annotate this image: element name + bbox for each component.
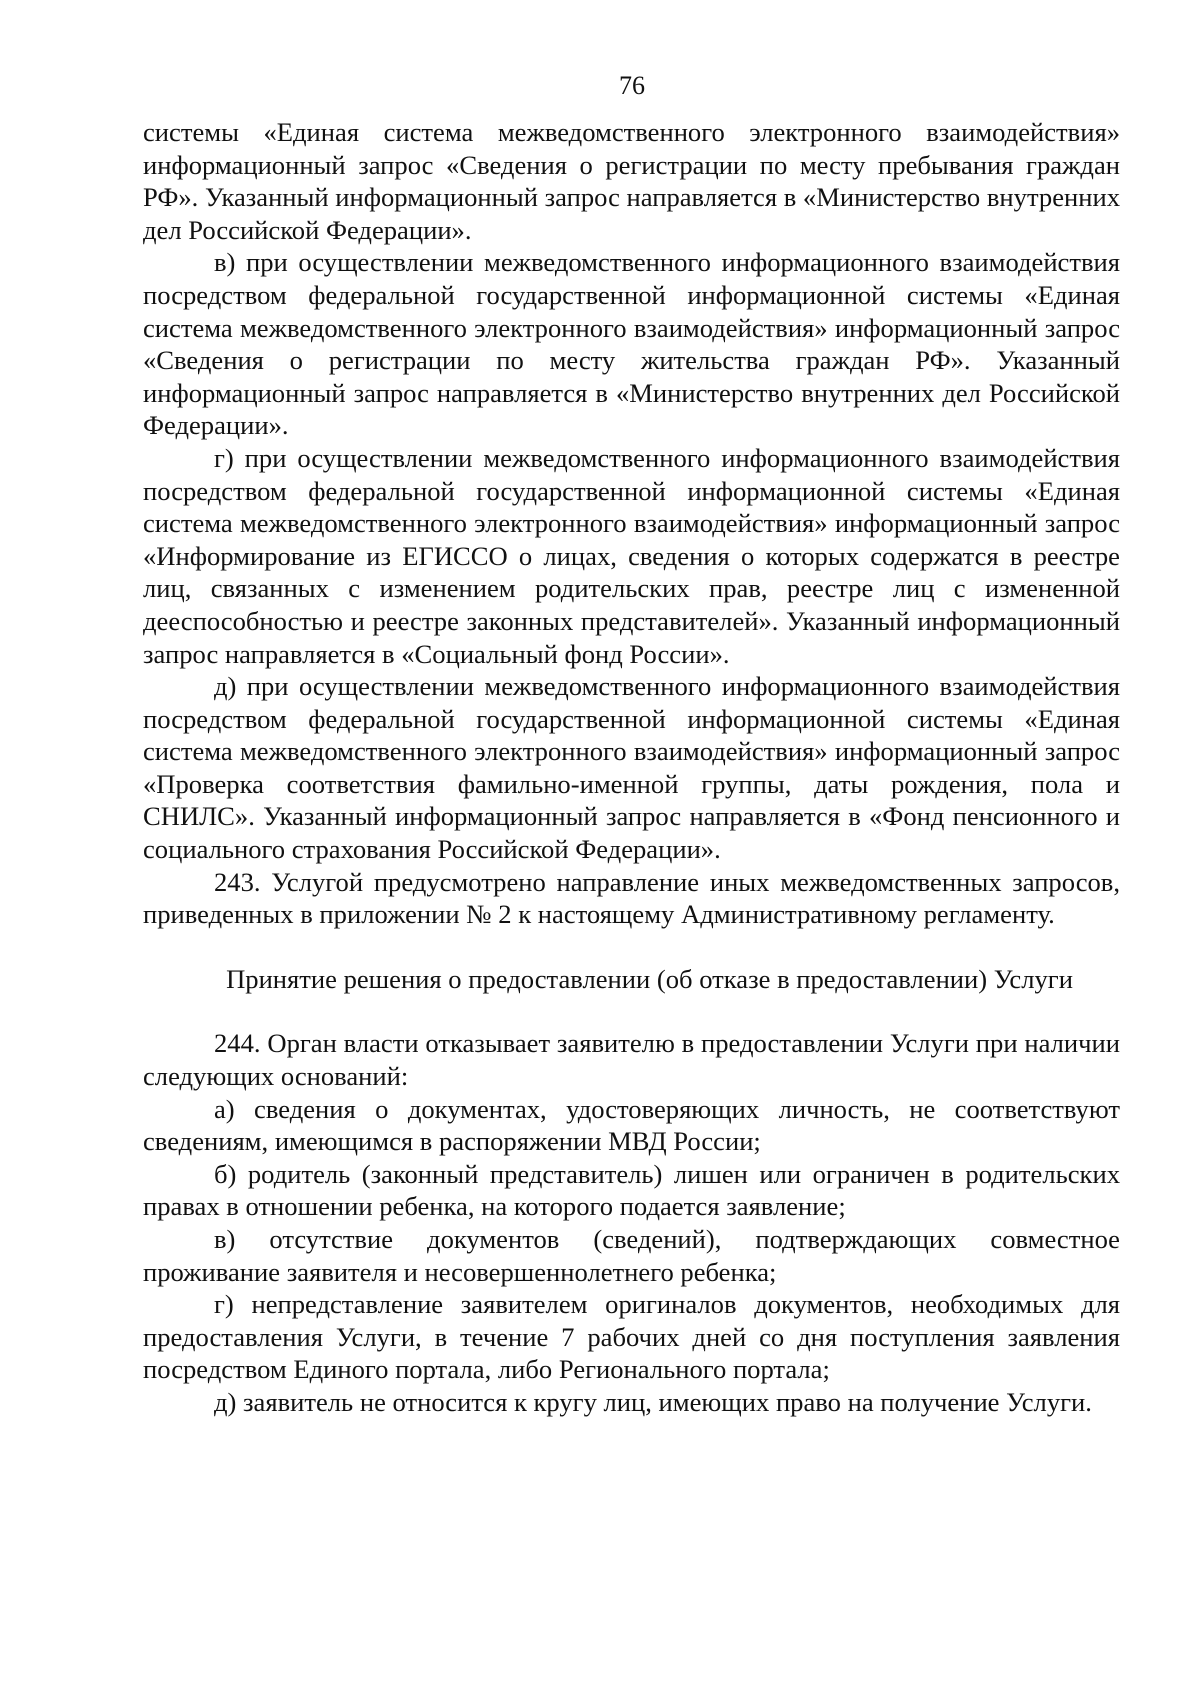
paragraph-243: 243. Услугой предусмотрено направление иных межведомственных запросов, приведенных в приложении № 2 к настоящему Административному регламенту.: [143, 866, 1120, 930]
paragraph-244-item-b: б) родитель (законный представитель) лишен или ограничен в родительских правах в отношении ребенка, на которого подается заявление;: [143, 1158, 1120, 1222]
paragraph-continuation: системы «Единая система межведомственного электронного взаимодействия» информационный запрос «Сведения о регистрации по месту пребывания граждан РФ». Указанный информационный запрос направляется в «Министерство внутренних дел Российской Федерации».: [143, 117, 1120, 245]
paragraph-244-item-g: г) непредставление заявителем оригиналов документов, необходимых для предоставления Услуги, в течение 7 рабочих дней со дня поступления заявления посредством Единого портала, либо Регионального портала;: [143, 1289, 1120, 1385]
paragraph-item-d: д) при осуществлении межведомственного информационного взаимодействия посредством федеральной государственной информационной системы «Единая система межведомственного электронного взаимодействия» информационный запрос «Проверка соответствия фамильно-именной группы, даты рождения, пола и СНИЛС». Указанный информационный запрос направляется в «Фонд пенсионного и социального страхования Российской Федерации».: [143, 671, 1120, 865]
paragraph-item-v: в) при осуществлении межведомственного информационного взаимодействия посредством федеральной государственной информационной системы «Единая система межведомственного электронного взаимодействия» информационный запрос «Сведения о регистрации по месту жительства граждан РФ». Указанный информационный запрос направляется в «Министерство внутренних дел Российской Федерации».: [143, 247, 1120, 441]
paragraph-244-item-d: д) заявитель не относится к кругу лиц, имеющих право на получение Услуги.: [214, 1386, 1092, 1417]
paragraph-244-item-v: в) отсутствие документов (сведений), подтверждающих совместное проживание заявителя и несовершеннолетнего ребенка;: [143, 1224, 1120, 1287]
page-number: 76: [619, 71, 645, 100]
document-body: [143, 116, 1120, 1419]
paragraph-244-item-a: а) сведения о документах, удостоверяющих личность, не соответствуют сведениям, имеющимся в распоряжении МВД России;: [143, 1093, 1120, 1157]
paragraph-item-g: г) при осуществлении межведомственного информационного взаимодействия посредством федеральной государственной информационной системы «Единая система межведомственного электронного взаимодействия» информационный запрос «Информирование из ЕГИССО о лицах, сведения о которых содержатся в реестре лиц, связанных с изменением родительских прав, реестре лиц с измененной дееспособностью и реестре законных представителей». Указанный информационный запрос направляется в «Социальный фонд России».: [143, 442, 1120, 669]
section-heading: Принятие решения о предоставлении (об отказе в предоставлении) Услуги: [226, 963, 1073, 994]
paragraph-244: 244. Орган власти отказывает заявителю в предоставлении Услуги при наличии следующих оснований:: [143, 1028, 1120, 1092]
